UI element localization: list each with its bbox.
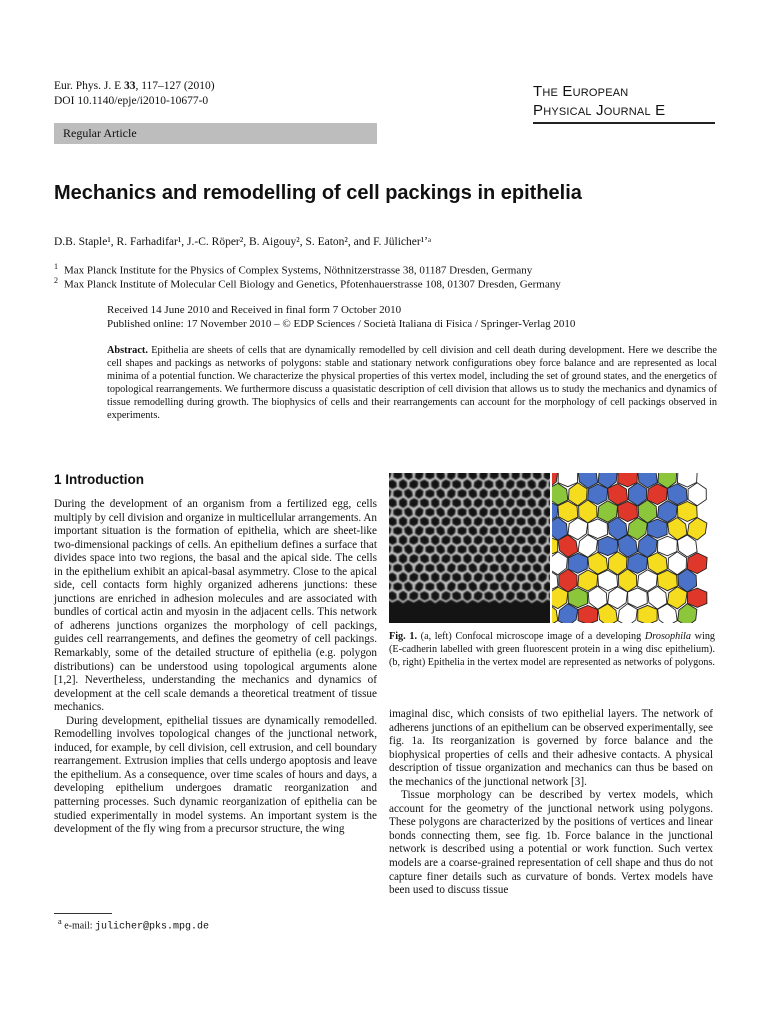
abstract-text: Epithelia are sheets of cells that are dynamically remodelled by cell division and cell death during development. Here we describe the cell shapes and packings as networks of polygons: stable and stationary network configurations obey force balance and are represented as local minima of a potential function. We characterize the physical properties of this vertex model, including the set of ground states, and the energetics of topological rearrangements. We furthermore discuss a quasistatic description of cell division that allows us to study the mechanics and dynamics of tissue remodelling during growth. The biophysics of cells and their rearrangements can account for the morphology of cell packings observed in experiments. — [107, 345, 718, 421]
journal-name-line2: Physical Journal E — [533, 102, 666, 119]
footnote-label: e-mail: — [61, 920, 96, 932]
vertex-model-cell — [648, 519, 668, 538]
doi[interactable]: DOI 10.1140/epje/i2010-10677-0 — [54, 95, 209, 107]
figure-1b-vertex-model — [552, 473, 715, 623]
author-email[interactable]: julicher@pks.mpg.de — [95, 921, 210, 933]
vertex-model-cell — [677, 502, 697, 522]
intro-paragraph-4: Tissue morphology can be described by vertex models, which account for the geometry of the junctional network using polygons. These polygons are characterized by the positions of vertices and linear bonds connecting them, see fig. 1b. Force balance in the junctional network is described using a potential or work function. Such vertex models are a coarse-grained representation of cell shape and thus do not capture finer details such as curvature of bonds. Vertex models have been used to discuss tissue — [389, 789, 713, 897]
caption-species: Drosophila — [644, 631, 691, 642]
figure-1-caption — [389, 630, 715, 669]
vertex-model-cell — [568, 553, 588, 573]
vertex-model-cell — [568, 588, 588, 608]
footnote — [58, 917, 209, 932]
caption-part-b: wing (E-cadherin labelled with green fluorescent protein in a wing disc epithelium). (b, right) Epithelia in the vertex model are represented as networks of polygons. — [389, 631, 716, 668]
figure-label: Fig. 1. — [389, 631, 418, 642]
footnote-rule — [54, 913, 112, 914]
affiliation-2-text: Max Planck Institute of Molecular Cell Biology and Genetics, Pfotenhauerstrasse 108, 01307 Dresden, Germany — [64, 278, 561, 291]
vertex-model-cell — [588, 519, 608, 539]
article-type: Regular Article — [63, 126, 137, 140]
dates — [107, 303, 575, 331]
received-date: Received 14 June 2010 and Received in final form 7 October 2010 — [107, 304, 402, 316]
journal-name — [533, 82, 665, 120]
citation-suffix: , 117–127 (2010) — [135, 80, 215, 92]
affiliation-1-mark: 1 — [54, 262, 58, 271]
author-list: D.B. Staple¹, R. Farhadifar¹, J.-C. Röper², B. Aigouy², S. Eaton², and F. Jülicher¹ʼᵃ — [54, 236, 432, 248]
abstract — [107, 345, 717, 422]
citation-prefix: Eur. Phys. J. E — [54, 80, 124, 92]
published-date: Published online: 17 November 2010 – © EDP Sciences / Società Italiana di Fisica / Springer-Verlag 2010 — [107, 318, 576, 330]
vertex-model-cell — [598, 536, 618, 555]
figure-1a-microscopy — [389, 473, 550, 623]
abstract-label: Abstract. — [107, 345, 148, 356]
vertex-model-cell — [638, 605, 658, 623]
affiliation-1-text: Max Planck Institute for the Physics of Complex Systems, Nöthnitzerstrasse 38, 01187 Dresden, Germany — [64, 264, 533, 277]
right-column — [389, 708, 713, 898]
intro-paragraph-3: imaginal disc, which consists of two epithelial layers. The network of adherens junctions of an epithelium can be observed experimentally, see fig. 1a. Its reorganization is governed by force balance and the biophysical properties of cells and their adhesive contacts. A physical description of tissue organization and mechanics can thus be based on the mechanics of the junctional network [3]. — [389, 708, 713, 788]
journal-citation — [54, 79, 215, 109]
affiliation-2-mark: 2 — [54, 276, 58, 285]
footnote-mark: a — [58, 917, 62, 926]
paper-title: Mechanics and remodelling of cell packings in epithelia — [54, 182, 582, 204]
section-heading: 1 Introduction — [54, 472, 144, 487]
vertex-model-cell — [578, 606, 597, 624]
caption-part-a: (a, left) Confocal microscope image of a developing — [417, 631, 645, 642]
citation-volume: 33 — [123, 80, 136, 92]
vertex-model-cell — [658, 536, 678, 556]
journal-name-line1: The European — [533, 83, 629, 100]
left-column — [54, 498, 377, 837]
journal-rule — [533, 122, 715, 124]
vertex-model-cell — [687, 588, 707, 607]
affiliation-2 — [54, 274, 561, 292]
intro-paragraph-1: During the development of an organism from a fertilized egg, cells multiply by cell division and organize in multicellular arrangements. An important situation is the formation of epithelia, which are sheet-like two-dimensional packings of cells. An epithelium defines a surface that divides space into two regions, the basal and the apical side. The cells in the epithelium exhibit an apical-basal asymmetry. Close to the apical side, cell contacts form highly organized adherens junctions: these junctions are enriched in adhesion molecules and are associated with bundles of cortical actin and myosin in the adjacent cells. This network of adherens junctions organizes the morphology of cell packings, guides cell rearrangements, and defines the geometry of cell packings. Remarkably, some of the detailed structure of epithelia (e.g. polygon distributions) can be understood using topological arguments alone [1,2]. Nevertheless, understanding the mechanics and dynamics of development at the cell scale demands a theoretical treatment of tissue mechanics. — [54, 498, 377, 714]
intro-paragraph-2: During development, epithelial tissues are dynamically remodelled. Remodelling involves topological changes of the junctional network, induced, for example, by cell division, cell extrusion, and cell boundary rearrangement. Extrusion implies that cells undergo apoptosis and leave the epithelium. As a consequence, over time scales of hours and days, a developing epithelium undergoes dramatic reorganization and patterning processes. Such dynamic reorganization of epithelia can be studied experimentally in model systems. An important system is the development of the fly wing from a precursor structure, the wing — [54, 714, 377, 836]
article-type-band — [54, 123, 377, 144]
vertex-model-cell — [628, 588, 648, 608]
